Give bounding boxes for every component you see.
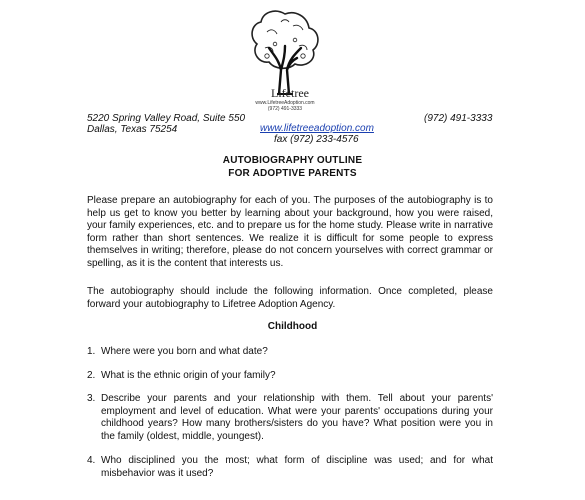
question-text: Describe your parents and your relationship with them. Tell about your parents' employment and level of education. What were your parents' occupations during your childhood years? How many brothers/sisters do you have? What position were you in the family (oldest, middle, youngest). — [101, 393, 493, 442]
fax-number: fax (972) 233-4576 — [274, 134, 359, 145]
phone-number: (972) 491-3333 — [424, 113, 493, 124]
question-number: 4. — [87, 455, 96, 466]
document-title-line-2: FOR ADOPTIVE PARENTS — [228, 168, 357, 179]
address-line-1: 5220 Spring Valley Road, Suite 550 — [87, 113, 246, 124]
logo-brand-name: Lifetree — [271, 86, 309, 100]
question-text: Where were you born and what date? — [101, 346, 268, 357]
logo-website: www.LifetreeAdoption.com — [255, 100, 315, 106]
question-text: Who disciplined you the most; what form of discipline was used; and for what misbehavior was it used? — [101, 455, 493, 479]
document-title-line-1: AUTOBIOGRAPHY OUTLINE — [222, 155, 363, 166]
website-link[interactable]: www.lifetreeadoption.com — [260, 123, 374, 134]
question-number: 3. — [87, 393, 96, 404]
section-heading-childhood: Childhood — [267, 321, 318, 332]
logo-phone: (972) 491-3333 — [267, 106, 303, 112]
question-text: What is the ethnic origin of your family? — [101, 370, 276, 381]
intro-paragraph-2: The autobiography should include the following information. Once completed, please forward your autobiography to Lifetree Adoption Agency. — [87, 286, 493, 310]
question-number: 2. — [87, 370, 96, 381]
intro-paragraph-1: Please prepare an autobiography for each of you. The purposes of the autobiography is to help us get to know you better by learning about your background, how you were raised, your family experiences, etc. and to prepare us for the home study. Please write in narrative form rather than short sentences. We realize it is difficult for some people to express themselves in writing; therefore, please do not concern yourselves with correct grammar or spelling, as it is the content that interests us. — [87, 195, 493, 269]
lifetree-logo — [245, 4, 325, 114]
question-number: 1. — [87, 346, 96, 357]
address-line-2: Dallas, Texas 75254 — [87, 124, 178, 135]
